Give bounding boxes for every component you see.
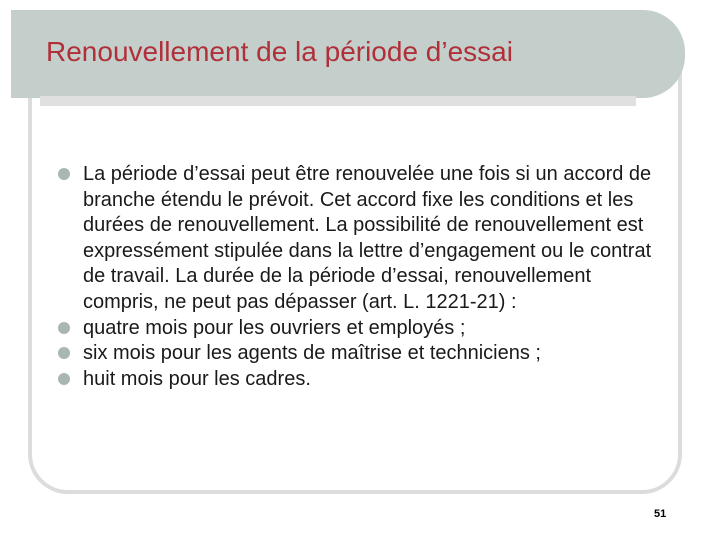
bullet-dot-icon <box>58 347 70 359</box>
bullet-text: huit mois pour les cadres. <box>83 367 311 390</box>
bullet-item <box>58 162 668 316</box>
bullet-text: quatre mois pour les ouvriers et employés ; <box>83 316 466 339</box>
slide-title: Renouvellement de la période d’essai <box>46 36 513 67</box>
title-band-shadow <box>40 96 636 106</box>
bullet-dot-icon <box>58 168 70 180</box>
bullet-item <box>58 316 668 342</box>
bullet-item <box>58 367 668 393</box>
bullet-text: La période d’essai peut être renouvelée une fois si un accord de branche étendu le prévoit. Cet accord fixe les conditions et les durées de renouvellement. La possibilité de renouvellement est expressément stipulée dans la lettre d’engagement ou le contrat de travail. La durée de la période d’essai, renouvellement compris, ne peut pas dépasser (art. L. 1221-21) : <box>83 163 652 313</box>
bullet-list <box>58 162 668 392</box>
bullet-dot-icon <box>58 373 70 385</box>
page-number: 51 <box>654 508 667 520</box>
bullet-dot-icon <box>58 322 70 334</box>
bullet-text: six mois pour les agents de maîtrise et techniciens ; <box>83 342 541 365</box>
bullet-item <box>58 341 668 367</box>
